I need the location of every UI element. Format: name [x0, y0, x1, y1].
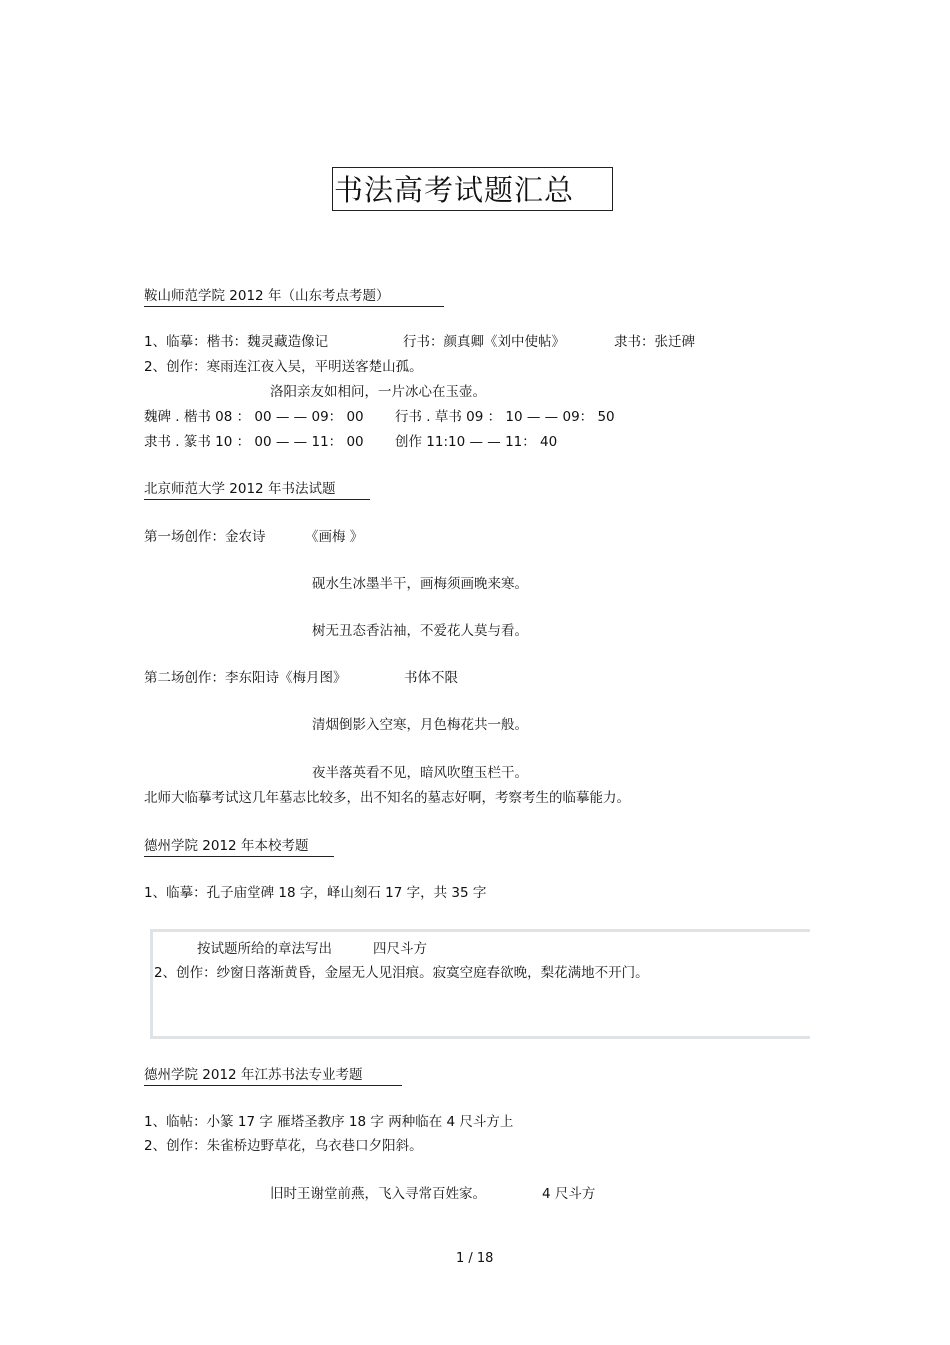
- text-line: 魏碑 . 楷书 08 ： 00 — — 09： 00: [144, 409, 364, 425]
- text-line: 第二场创作：李东阳诗《梅月图》: [144, 670, 347, 686]
- text-line: 清烟倒影入空寒，月色梅花共一般。: [312, 717, 528, 733]
- section-heading: 德州学院 2012 年江苏书法专业考题: [144, 1066, 402, 1086]
- text-line: 夜半落英看不见，暗风吹堕玉栏干。: [312, 765, 528, 781]
- text-line: 北师大临摹考试这几年墓志比较多，出不知名的墓志好啊，考察考生的临摹能力。: [144, 790, 630, 806]
- text-line: 按试题所给的章法写出: [197, 941, 332, 957]
- text-line: 书体不限: [404, 670, 458, 686]
- page-title-box: [332, 167, 613, 211]
- page-title: 书法高考试题汇总: [334, 173, 575, 207]
- text-line: 2、创作：纱窗日落渐黄昏，金屋无人见泪痕。寂寞空庭春欲晚，梨花满地不开门。: [154, 965, 649, 981]
- text-line: 树无丑态香沾袖，不爱花人莫与看。: [312, 623, 528, 639]
- text-line: 2、创作：朱雀桥边野草花，乌衣巷口夕阳斜。: [144, 1138, 423, 1154]
- section-heading: 德州学院 2012 年本校考题: [144, 837, 334, 857]
- text-line: 砚水生冰墨半干，画梅须画晚来寒。: [312, 576, 528, 592]
- text-line: 2、创作：寒雨连江夜入吴，平明送客楚山孤。: [144, 359, 423, 375]
- text-line: 1、临摹：孔子庙堂碑 18 字，峄山刻石 17 字，共 35 字: [144, 885, 487, 901]
- text-line: 隶书 . 篆书 10 ： 00 — — 11： 00: [144, 434, 364, 450]
- text-line: 第一场创作：金农诗: [144, 529, 266, 545]
- section-heading: 北京师范大学 2012 年书法试题: [144, 480, 370, 500]
- text-line: 创作 11:10 — — 11： 40: [395, 434, 558, 450]
- text-line: 行书：颜真卿《刘中使帖》: [403, 334, 565, 350]
- text-line: 隶书：张迁碑: [614, 334, 695, 350]
- section-heading: 鞍山师范学院 2012 年（山东考点考题）: [144, 287, 444, 307]
- text-line: 1、临帖：小篆 17 字 雁塔圣教序 18 字 两种临在 4 尺斗方上: [144, 1114, 514, 1130]
- text-line: 四尺斗方: [373, 941, 427, 957]
- text-line: 旧时王谢堂前燕，飞入寻常百姓家。: [270, 1186, 486, 1202]
- text-line: 《画梅 》: [305, 529, 364, 545]
- text-line: 4 尺斗方: [542, 1186, 596, 1202]
- text-line: 1、临摹：楷书：魏灵藏造像记: [144, 334, 329, 350]
- text-line: 行书 . 草书 09 ： 10 — — 09： 50: [395, 409, 615, 425]
- text-line: 洛阳亲友如相问，一片冰心在玉壶。: [270, 384, 486, 400]
- page-number: 1 / 18: [456, 1251, 494, 1266]
